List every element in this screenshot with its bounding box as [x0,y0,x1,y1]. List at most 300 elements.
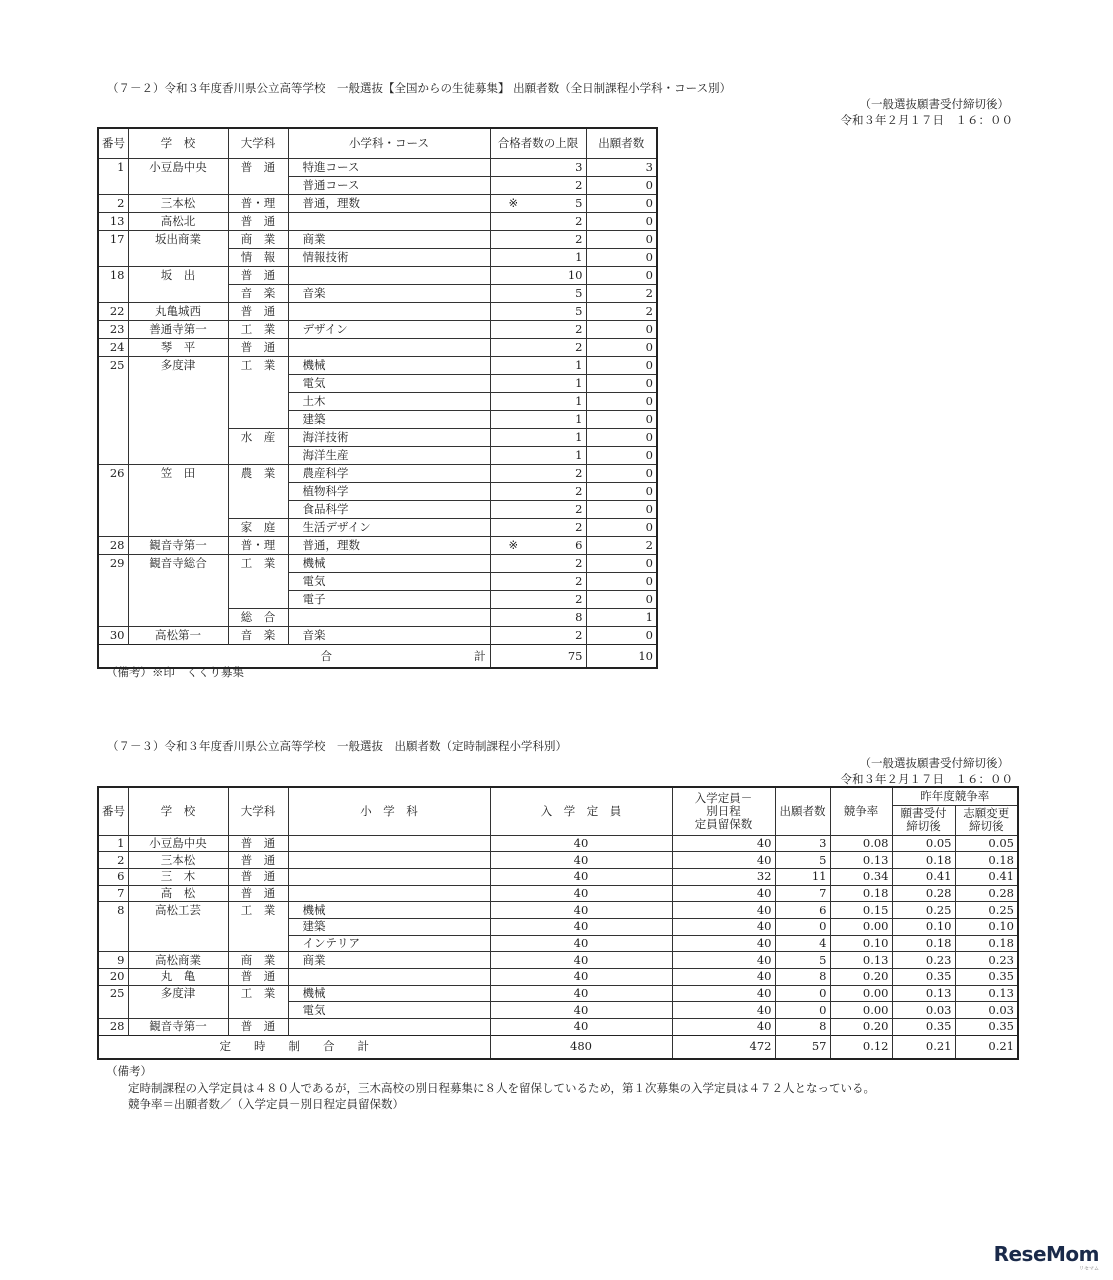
row-prev-b: 0.23 [955,952,1018,969]
row-number-text: 17 [109,232,125,247]
row-major: 普 通 [228,868,288,885]
row-applicants-text: 0 [645,214,653,228]
row-course [288,482,490,500]
row-prev-a: 0.05 [892,835,955,852]
row-rate: 0.10 [830,935,892,952]
row-applicants: 5 [775,852,830,869]
row-number [98,392,128,410]
row-reserved: 40 [672,885,775,902]
row-major-text: 普 通 [240,340,276,354]
table-row [98,446,657,464]
row-school [128,248,228,266]
row-course [288,194,490,212]
row-major: 普 通 [228,1019,288,1036]
row-major [228,158,288,176]
row-rate: 0.20 [830,1019,892,1036]
row-limit-text: 2 [575,484,583,498]
row-applicants [586,464,657,482]
row-capacity: 40 [490,985,672,1002]
row-applicants [586,158,657,176]
row-applicants-text: 0 [645,556,653,570]
row-course [288,572,490,590]
row-prev-b: 0.28 [955,885,1018,902]
row-limit [490,482,586,500]
row-course [288,518,490,536]
row-limit-text: 2 [575,592,583,606]
total-capacity: 480 [490,1035,672,1059]
row-school [128,935,228,952]
row-number-text: 28 [109,538,125,552]
row-applicants-text: 0 [645,268,653,282]
row-rate: 0.20 [830,969,892,986]
table-row [98,302,657,320]
row-number-text: 18 [109,268,125,283]
row-minor [288,969,490,986]
table-row [98,969,1018,986]
row-major [228,500,288,518]
total-reserved: 472 [672,1035,775,1059]
row-number [98,590,128,608]
row-number: 28 [98,1019,128,1036]
row-number: 20 [98,969,128,986]
row-reserved: 40 [672,902,775,919]
table-row [98,852,1018,869]
row-prev-a: 0.28 [892,885,955,902]
row-applicants-text: 0 [645,232,653,246]
table-row [98,868,1018,885]
resemom-logo-sub: リセマム [1079,1266,1099,1272]
row-applicants-text: 0 [645,502,653,516]
fulltime-applicants-table [97,127,658,669]
table-row [98,266,657,284]
row-applicants [586,176,657,194]
row-school: 高松工芸 [128,902,228,919]
row-major [228,446,288,464]
row-capacity: 40 [490,918,672,935]
row-school [128,392,228,410]
row-applicants-text: 0 [645,430,653,444]
total-rate: 0.12 [830,1035,892,1059]
row-minor: インテリア [288,935,490,952]
row-course-text: 音楽 [302,286,326,300]
row-course [288,302,490,320]
row-capacity: 40 [490,969,672,986]
row-major-text: 工 業 [240,556,276,571]
header-major: 大学科 [228,128,288,158]
row-major: 商 業 [228,952,288,969]
row-course-text: 海洋生産 [302,448,349,462]
row-limit [490,428,586,446]
row-major-text: 音 楽 [240,628,276,642]
row-limit-text: 2 [575,340,583,354]
table-row [98,482,657,500]
row-limit [490,266,586,284]
row-applicants [586,536,657,554]
row-applicants [586,482,657,500]
row-capacity: 40 [490,852,672,869]
row-applicants [586,392,657,410]
row-course-text: 普通コース [302,178,360,192]
row-number [98,320,128,338]
row-applicants-text: 2 [645,286,653,300]
row-prev-b: 0.10 [955,918,1018,935]
row-limit [490,500,586,518]
row-applicants [586,428,657,446]
row-course-text: 普通，理数 [302,538,360,552]
row-course [288,284,490,302]
row-major [228,626,288,644]
table-total-row [98,1035,1018,1059]
row-applicants-text: 1 [645,610,653,624]
section2-remark-line1: 定時制課程の入学定員は４８０人であるが，三木高校の別日程募集に８人を留保しているため，第１次募集の入学定員は４７２人となっている。 [128,1081,876,1095]
row-applicants [586,266,657,284]
row-prev-b: 0.35 [955,1019,1018,1036]
row-major [228,284,288,302]
row-major [228,918,288,935]
row-limit-text: 1 [575,394,583,408]
section1-note-datetime: 令和３年２月１７日 １６：００ [840,113,1013,127]
row-limit [490,194,586,212]
section1-remark: （備考）※印 くくり募集 [106,665,244,679]
row-limit [490,608,586,626]
row-major-text: 家 庭 [240,520,276,534]
section1-note-deadline: （一般選抜願書受付締切後） [859,97,1009,111]
row-school [128,572,228,590]
row-course [288,158,490,176]
row-school [128,590,228,608]
header-prev-b-line2: 締切後 [969,819,1004,833]
row-limit [490,572,586,590]
row-school [128,194,228,212]
row-rate: 0.18 [830,885,892,902]
row-number: 6 [98,868,128,885]
row-number-text: 1 [117,160,125,175]
row-number-text: 22 [109,304,125,318]
row-applicants-text: 0 [645,592,653,606]
row-limit-text: 1 [575,412,583,426]
row-school [128,482,228,500]
header-applicants: 出願者数 [586,128,657,158]
row-number-text: 26 [109,466,125,481]
row-prev-a: 0.35 [892,969,955,986]
table-row [98,885,1018,902]
row-reserved: 40 [672,918,775,935]
row-major-text: 普・理 [240,538,276,552]
row-school [128,356,228,374]
row-applicants [586,320,657,338]
row-prev-a: 0.10 [892,918,955,935]
row-school-text: 善通寺第一 [149,322,207,336]
row-school [128,464,228,482]
row-limit [490,518,586,536]
table-row [98,248,657,266]
row-school: 高 松 [128,885,228,902]
row-applicants-text: 0 [645,178,653,192]
row-major: 工 業 [228,902,288,919]
row-school [128,266,228,284]
total-label-left: 合 [320,648,332,663]
row-applicants-text: 0 [645,448,653,462]
table-row [98,902,1018,919]
table-row [98,1019,1018,1036]
row-number [98,212,128,230]
table-row [98,918,1018,935]
header-minor: 小 学 科 [288,787,490,835]
row-applicants-text: 0 [645,484,653,498]
row-school [128,338,228,356]
row-reserved: 32 [672,868,775,885]
row-course [288,464,490,482]
row-major: 普 通 [228,885,288,902]
row-major-text: 音 楽 [240,286,276,300]
row-course [288,410,490,428]
row-applicants-text: 0 [645,628,653,642]
row-school [128,230,228,248]
table-row [98,835,1018,852]
row-limit-text: 2 [575,214,583,228]
row-number: 2 [98,852,128,869]
row-course-text: 電気 [302,574,326,588]
row-number-text: 30 [109,628,125,642]
row-applicants [586,446,657,464]
row-limit-text: 2 [575,556,583,570]
row-number: 9 [98,952,128,969]
row-school-text: 坂 出 [160,268,196,283]
row-applicants [586,626,657,644]
row-limit [490,284,586,302]
row-number: 7 [98,885,128,902]
row-major [228,518,288,536]
row-number [98,194,128,212]
row-course-text: 機械 [302,358,326,372]
row-course [288,608,490,626]
row-number [98,230,128,248]
row-limit [490,230,586,248]
row-school [128,302,228,320]
row-minor: 機械 [288,985,490,1002]
row-applicants [586,608,657,626]
header-reserved [672,787,775,835]
row-major [228,428,288,446]
row-major: 普 通 [228,835,288,852]
header-prev-b-line1: 志願変更 [963,806,1010,820]
row-limit-text: 2 [575,574,583,588]
row-major-text: 普 通 [240,304,276,318]
row-course [288,554,490,572]
row-school-text: 観音寺総合 [149,556,207,571]
row-limit-text: 2 [575,466,583,480]
row-course-text: 特進コース [302,160,360,174]
header-prev-rate: 昨年度競争率 [892,787,1018,805]
header-rate: 競争率 [830,787,892,835]
row-minor [288,835,490,852]
row-number [98,536,128,554]
row-major [228,302,288,320]
row-major [228,608,288,626]
row-applicants [586,590,657,608]
row-limit [490,392,586,410]
row-applicants-text: 0 [645,340,653,354]
row-rate: 0.13 [830,952,892,969]
row-minor: 建築 [288,918,490,935]
row-course-text: 植物科学 [302,484,349,498]
row-applicants-text: 0 [645,574,653,588]
row-major [228,266,288,284]
row-major: 工 業 [228,985,288,1002]
row-school: 三本松 [128,852,228,869]
table-row [98,590,657,608]
row-capacity: 40 [490,868,672,885]
row-limit-text: 2 [575,232,583,246]
row-applicants-text: 0 [645,358,653,372]
section2-title: （７－３）令和３年度香川県公立高等学校 一般選抜 出願者数（定時制課程小学科別） [107,739,567,753]
row-course-text: 農産科学 [302,466,349,480]
row-limit-text: 5 [575,196,583,210]
row-school [128,212,228,230]
row-limit-text: 1 [575,358,583,372]
row-major-text: 工 業 [240,358,276,373]
row-school [128,284,228,302]
row-applicants-text: 0 [645,322,653,336]
row-number [98,248,128,266]
row-rate: 0.13 [830,852,892,869]
header-reserved-line2: 別日程 [706,803,741,818]
row-course-text: 情報技術 [302,250,349,264]
row-course-text: 電子 [302,592,326,606]
row-number [98,482,128,500]
row-capacity: 40 [490,935,672,952]
row-major [228,320,288,338]
row-number [98,935,128,952]
row-prev-a: 0.03 [892,1002,955,1019]
table-row [98,935,1018,952]
row-applicants [586,356,657,374]
row-school-text: 坂出商業 [155,232,201,247]
row-applicants [586,284,657,302]
row-capacity: 40 [490,835,672,852]
row-number [98,356,128,374]
row-rate: 0.00 [830,1002,892,1019]
row-school [128,918,228,935]
row-course-text: 生活デザイン [302,520,371,534]
kukuri-mark: ※ [508,538,519,552]
table-row [98,464,657,482]
header-number: 番号 [98,128,128,158]
row-limit-text: 3 [575,160,583,174]
row-applicants-text: 0 [645,250,653,264]
table-row [98,572,657,590]
row-number-text: 23 [109,322,125,336]
row-number [98,500,128,518]
table-row [98,608,657,626]
row-prev-a: 0.25 [892,902,955,919]
kukuri-mark: ※ [508,196,519,210]
row-number [98,1002,128,1019]
row-reserved: 40 [672,935,775,952]
table-row [98,626,657,644]
row-school [128,536,228,554]
header-limit: 合格者数の上限 [490,128,586,158]
row-limit-text: 1 [575,430,583,444]
row-applicants [586,554,657,572]
row-applicants [586,374,657,392]
row-minor: 電気 [288,1002,490,1019]
row-limit-text: 2 [575,520,583,534]
row-number [98,374,128,392]
row-reserved: 40 [672,969,775,986]
row-number [98,266,128,284]
row-limit [490,338,586,356]
row-limit [490,464,586,482]
table-row [98,554,657,572]
row-limit [490,320,586,338]
row-school-text: 高松北 [160,214,196,228]
row-course-text: 海洋技術 [302,430,349,444]
row-course-text: デザイン [302,322,348,336]
row-course [288,248,490,266]
row-number [98,410,128,428]
section2-remark-head: （備考） [106,1064,152,1078]
row-school [128,518,228,536]
row-minor [288,885,490,902]
row-applicants: 0 [775,985,830,1002]
row-applicants-text: 3 [645,160,653,174]
row-applicants [586,572,657,590]
row-number [98,446,128,464]
row-limit [490,356,586,374]
row-school [128,410,228,428]
row-applicants: 7 [775,885,830,902]
row-school [128,1002,228,1019]
header-applicants: 出願者数 [775,787,830,835]
row-course [288,356,490,374]
row-applicants: 4 [775,935,830,952]
row-course-text: 建築 [302,412,326,426]
row-reserved: 40 [672,985,775,1002]
row-reserved: 40 [672,835,775,852]
row-prev-a: 0.35 [892,1019,955,1036]
row-major-text: 普 通 [240,214,276,228]
row-applicants [586,302,657,320]
row-limit-text: 2 [575,502,583,516]
total-label: 定 時 制 合 計 [98,1035,490,1059]
row-course [288,590,490,608]
row-school [128,428,228,446]
table-row [98,356,657,374]
row-school [128,554,228,572]
row-prev-a: 0.18 [892,852,955,869]
row-major [228,935,288,952]
row-major [228,590,288,608]
row-rate: 0.15 [830,902,892,919]
table-row [98,985,1018,1002]
row-prev-b: 0.03 [955,1002,1018,1019]
row-course [288,536,490,554]
row-major [228,176,288,194]
row-number [98,338,128,356]
table-row [98,1002,1018,1019]
total-label-right: 計 [474,648,486,663]
row-prev-b: 0.35 [955,969,1018,986]
row-number: 8 [98,902,128,919]
row-major [228,194,288,212]
row-prev-a: 0.18 [892,935,955,952]
row-limit [490,158,586,176]
row-applicants-text: 2 [645,538,653,552]
row-number [98,464,128,482]
section1-title: （７－２）令和３年度香川県公立高等学校 一般選抜【全国からの生徒募集】 出願者数（全日制課程小学科・コース別） [107,81,732,95]
row-limit-text: 2 [575,322,583,336]
